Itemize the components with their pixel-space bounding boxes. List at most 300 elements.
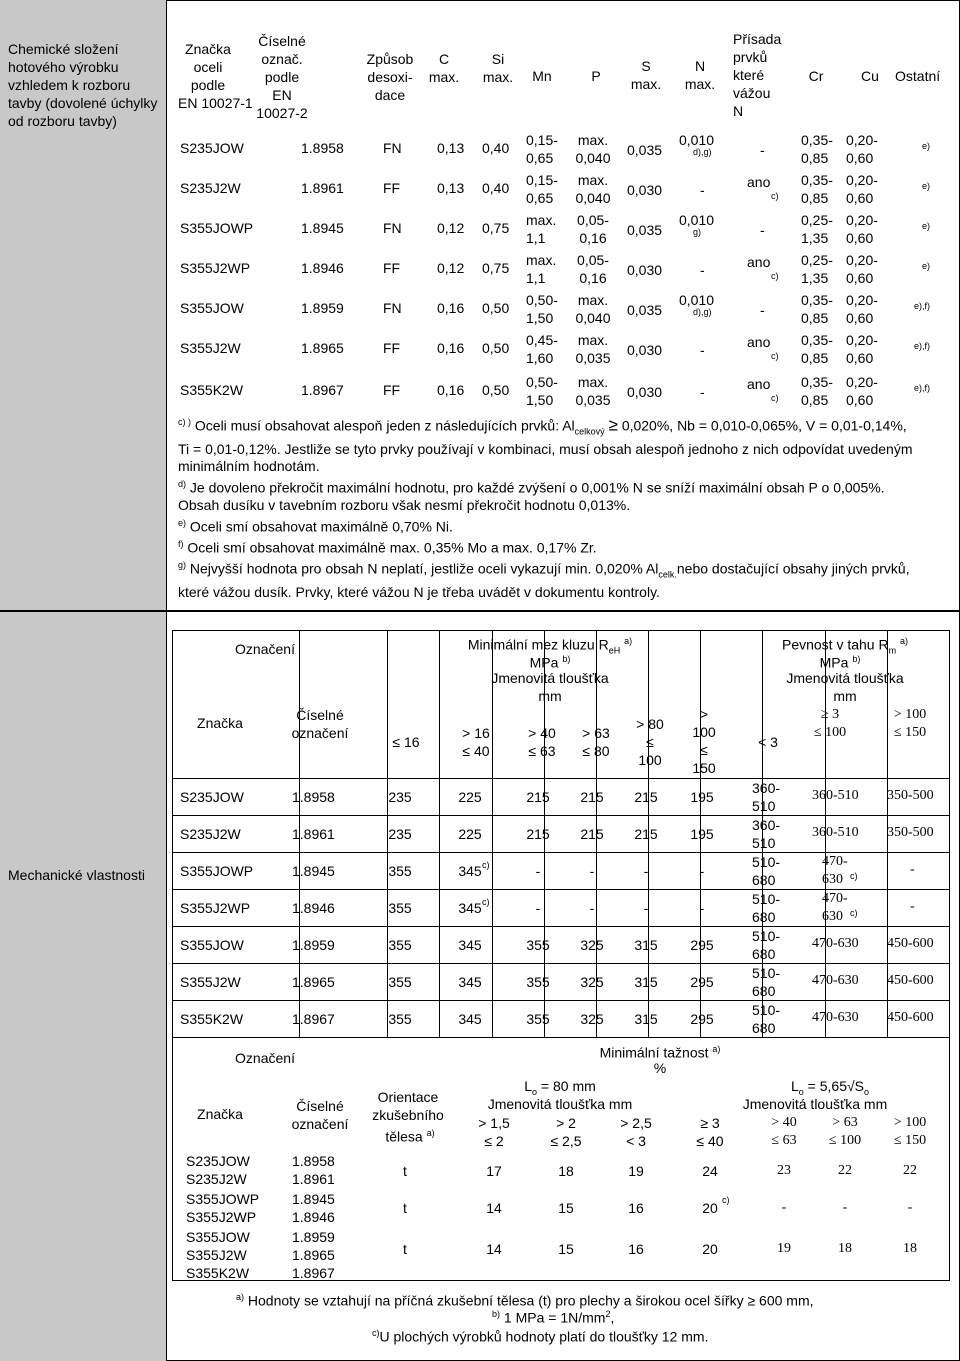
chem-s: 0,035 — [627, 222, 663, 238]
chem-cr: 0,25- — [801, 252, 833, 268]
mech-header-oznaceni: Označení — [235, 641, 295, 657]
chem-prisada-note: c) — [771, 191, 779, 201]
tensile-mpa: MPa $^{b)}$ — [819, 654, 861, 671]
elong-col-header: ≤ 150 — [893, 1133, 927, 1148]
yield-value: 355 — [388, 1011, 412, 1027]
col-header-zpusob: desoxi- — [367, 69, 413, 85]
yield-value: - — [535, 900, 541, 916]
chem-prisada: - — [760, 222, 765, 238]
elong-grade: S355J2WP — [186, 1209, 257, 1225]
yield-value: 295 — [690, 937, 714, 953]
chem-c: 0,13 — [437, 180, 465, 196]
col-header-prisada: N — [733, 103, 744, 119]
tensile-value-lt3: 510- — [752, 965, 781, 981]
yield-value: 345 — [458, 900, 482, 916]
yield-col-header: > 16 — [462, 725, 490, 741]
chem-mn: 0,15- — [526, 172, 558, 188]
col-header-prisada: které — [733, 67, 765, 83]
col-header-prisada: vážou — [733, 85, 771, 101]
yield-value: 225 — [458, 826, 482, 842]
tensile-value-3-100: 470-630 — [812, 973, 859, 988]
chem-grade: S235J2W — [180, 180, 241, 196]
chem-cr: 0,25- — [801, 212, 833, 228]
mech-grade: S355J2WP — [180, 900, 251, 916]
elong-col-header: ≤ 63 — [771, 1133, 797, 1148]
yield-col-header: ≤ — [646, 734, 654, 750]
chem-mn: 0,50- — [526, 374, 558, 390]
yield-value: 355 — [388, 900, 412, 916]
tensile-value-100-150: 450-600 — [887, 973, 934, 988]
yield-value: - — [643, 900, 649, 916]
yield-value: 355 — [526, 974, 550, 990]
chem-cr: 0,85 — [801, 350, 829, 366]
col-header-znacka: podle — [190, 77, 226, 93]
yield-value: 315 — [634, 974, 658, 990]
chem-cr: 0,85 — [801, 392, 829, 408]
yield-col-header: > 40 — [528, 725, 556, 741]
elong-number: 1.8965 — [292, 1247, 335, 1263]
foot-a: $^{a)}$ Hodnoty se vztahují na příčná zkušební tělesa (t) pro plechy a širokou ocel šířky ≥ 600 mm, — [236, 1292, 814, 1309]
elong-value: 20 — [702, 1200, 718, 1216]
chem-cu: 0,60 — [846, 150, 874, 166]
col-header-znacka: oceli — [193, 59, 223, 75]
chem-deox: FF — [383, 260, 401, 276]
tensile-value-lt3: 680 — [752, 983, 776, 999]
chem-p: 0,035 — [575, 350, 611, 366]
col-header-prisada: prvků — [733, 49, 768, 65]
yield-value: 215 — [526, 826, 550, 842]
chem-prisada-note: c) — [771, 393, 779, 403]
elong-value: 15 — [558, 1241, 574, 1257]
chem-prisada-note: c) — [771, 271, 779, 281]
col-header-c: max. — [428, 69, 460, 85]
col-header-ciselne: EN — [272, 87, 292, 103]
col-header-s: S — [641, 58, 651, 74]
chem-prisada-note: c) — [771, 351, 779, 361]
chem-si: 0,75 — [482, 220, 510, 236]
chem-cu: 0,20- — [846, 374, 878, 390]
yield-value: 215 — [634, 789, 658, 805]
yield-value: 325 — [580, 1011, 604, 1027]
yield-value: - — [643, 863, 649, 879]
elong-thickness-lo565: Jmenovitá tloušťka mm — [742, 1096, 888, 1112]
chem-p: max. — [577, 374, 609, 390]
tensile-value-note: c) — [850, 871, 858, 881]
col-header-prisada: Přísada — [733, 31, 782, 47]
col-header-zpusob: dace — [374, 87, 406, 103]
tensile-value-lt3: 510- — [752, 891, 781, 907]
chem-deox: FF — [383, 340, 401, 356]
elong-thickness-lo80: Jmenovitá tloušťka mm — [487, 1096, 633, 1112]
chem-number: 1.8946 — [301, 260, 344, 276]
chem-grade: S235JOW — [180, 140, 244, 156]
yield-col-header: ≤ 80 — [582, 743, 610, 759]
col-header-n: max. — [684, 76, 716, 92]
yield-value: - — [589, 900, 595, 916]
elong-col-header: ≥ 3 — [700, 1115, 720, 1131]
elong-orient: tělesa $^{a)}$ — [385, 1128, 435, 1145]
elong-value: 18 — [838, 1241, 852, 1256]
chem-mn: max. — [526, 252, 557, 268]
col-header-ciselne: označ. — [261, 51, 303, 67]
yield-value: 345 — [458, 863, 482, 879]
chem-cr: 0,35- — [801, 132, 833, 148]
chem-n: - — [700, 182, 705, 198]
elong-value: 24 — [702, 1163, 718, 1179]
section-divider — [167, 610, 960, 612]
tensile-value-lt3: 680 — [752, 1020, 776, 1036]
col-header-znacka: EN 10027-1 — [178, 95, 253, 111]
elong-value: 16 — [628, 1241, 644, 1257]
chem-p: 0,05- — [577, 212, 609, 228]
tensile-value-lt3: 680 — [752, 872, 776, 888]
col-header-n: N — [694, 58, 706, 74]
yield-value: 355 — [526, 937, 550, 953]
yield-value: 235 — [388, 789, 412, 805]
chem-mn: 0,65 — [526, 150, 554, 166]
tensile-value-100-150: - — [910, 862, 915, 877]
chem-cr: 0,35- — [801, 172, 833, 188]
elong-lo565: $L_o = 5,65√S_o$ — [790, 1078, 870, 1097]
yield-value: 345 — [458, 937, 482, 953]
tensile-value-lt3: 680 — [752, 909, 776, 925]
yield-title: Minimální mez kluzu $R_{eH}$ $^{a)}$ — [467, 636, 633, 656]
chem-grade: S355JOWP — [180, 220, 254, 236]
chem-mn: 1,50 — [526, 392, 554, 408]
chem-number: 1.8945 — [301, 220, 344, 236]
elong-col-header: > 1,5 — [478, 1115, 510, 1131]
mech-label: Mechanické vlastnosti — [8, 867, 145, 883]
yield-value: - — [589, 863, 595, 879]
yield-value: 355 — [388, 863, 412, 879]
mech-number: 1.8965 — [292, 974, 335, 990]
elong-number: 1.8946 — [292, 1209, 335, 1225]
chem-si: 0,40 — [482, 140, 510, 156]
mech-header-znacka: Značka — [197, 715, 243, 731]
tensile-value-lt3: 510- — [752, 928, 781, 944]
yield-value: 315 — [634, 937, 658, 953]
chem-p: 0,040 — [575, 190, 611, 206]
chem-cu: 0,20- — [846, 332, 878, 348]
chem-cu: 0,60 — [846, 270, 874, 286]
yield-col-header: > 63 — [582, 725, 610, 741]
elong-col-header: ≤ 100 — [828, 1133, 862, 1148]
chem-cr: 0,35- — [801, 332, 833, 348]
chem-p: max. — [577, 172, 609, 188]
tensile-value-100-150: 350-500 — [887, 825, 934, 840]
col-header-mn: Mn — [532, 68, 552, 84]
chem-label-cell — [0, 0, 167, 612]
chem-deox: FF — [383, 382, 401, 398]
tensile-value-lt3: 360- — [752, 817, 781, 833]
tensile-value-lt3: 510 — [752, 835, 776, 851]
mech-number: 1.8959 — [292, 937, 335, 953]
col-header-si: max. — [482, 69, 514, 85]
yield-col-header: ≤ 40 — [462, 743, 490, 759]
elong-number: 1.8961 — [292, 1171, 335, 1187]
elong-header-znacka: Značka — [197, 1106, 243, 1122]
note-e: $^{e)}$ Oceli smí obsahovat maximálně 0,70% Ni. — [178, 517, 453, 535]
chem-n: - — [700, 342, 705, 358]
chem-si: 0,50 — [482, 382, 510, 398]
mech-number: 1.8958 — [292, 789, 335, 805]
elong-grade: S355J2W — [186, 1247, 247, 1263]
chem-deox: FN — [383, 140, 402, 156]
elong-grade: S235J2W — [186, 1171, 247, 1187]
elong-number: 1.8945 — [292, 1191, 335, 1207]
chem-p: 0,05- — [577, 252, 609, 268]
chem-prisada: ano — [747, 174, 771, 190]
mech-grade: S355JOW — [180, 937, 244, 953]
yield-value-note: c) — [482, 860, 490, 870]
elong-col-header: > 40 — [771, 1115, 797, 1130]
elong-value: 22 — [903, 1163, 917, 1178]
mech-header-ciselne: označení — [291, 725, 349, 741]
yield-value: 355 — [526, 1011, 550, 1027]
chem-cu: 0,60 — [846, 230, 874, 246]
chem-s: 0,030 — [627, 342, 663, 358]
chem-cr: 0,35- — [801, 292, 833, 308]
col-header-ostatni: Ostatní — [895, 68, 941, 84]
chem-cr: 1,35 — [801, 270, 829, 286]
chem-number: 1.8958 — [301, 140, 344, 156]
elong-col-header: > 63 — [832, 1115, 858, 1130]
note-c: $^{c) )}$ Oceli musí obsahovat alespoň jeden z následujících prvků: $Al_{celkový} \ge 0,020\%$, Nb = 0,010-0,065%, V = 0,01-0,14%, Ti = 0,01-0,12%. Jestliže se tyto prvky používají v kombinaci, musí obsah alespoň jednoho z nich odpovídat uvedeným minimálním hodnotám. — [178, 415, 913, 475]
col-header-ciselne: Číselné — [258, 33, 306, 49]
chem-mn: 1,60 — [526, 350, 554, 366]
chem-n: 0,010 — [679, 212, 715, 228]
tensile-mm: mm — [833, 688, 857, 704]
mech-grade: S355JOWP — [180, 863, 254, 879]
chem-number: 1.8961 — [301, 180, 344, 196]
elong-col-header: > 2,5 — [620, 1115, 652, 1131]
chem-cu: 0,60 — [846, 310, 874, 326]
chem-number: 1.8967 — [301, 382, 344, 398]
chem-cr: 0,85 — [801, 150, 829, 166]
chem-n-note: g) — [693, 227, 702, 237]
chem-mn: 0,50- — [526, 292, 558, 308]
yield-value: 345 — [458, 1011, 482, 1027]
chem-s: 0,035 — [627, 142, 663, 158]
chem-cr: 0,35- — [801, 374, 833, 390]
elong-header-oznaceni: Označení — [235, 1050, 295, 1066]
yield-value-note: c) — [482, 897, 490, 907]
col-header-ciselne: 10027-2 — [256, 105, 308, 121]
col-header-cu: Cu — [861, 68, 879, 84]
elong-grade: S355JOWP — [186, 1191, 260, 1207]
chem-cr: 1,35 — [801, 230, 829, 246]
chem-cu: 0,20- — [846, 132, 878, 148]
col-header-p: P — [591, 68, 601, 84]
yield-value: 235 — [388, 826, 412, 842]
chem-mn: 0,45- — [526, 332, 558, 348]
elong-orientation: t — [403, 1163, 407, 1179]
tensile-value-100-150: 450-600 — [887, 1010, 934, 1025]
mech-number: 1.8967 — [292, 1011, 335, 1027]
tensile-value-100-150: - — [910, 899, 915, 914]
tensile-value-3-100: 360-510 — [812, 788, 859, 803]
chem-prisada: ano — [747, 334, 771, 350]
note-g: $^{g)}$ Nejvyšší hodnota pro obsah N neplatí, jestliže oceli vykazují min. 0,020% $Al_{celk.}nebo$ dostačující obsahy jiných prvků, které vážou dusík. Prvky, které vážou N je třeba uvádět v dokumentu kontroly. — [178, 559, 910, 600]
elong-value: - — [781, 1200, 787, 1215]
chem-mn: 1,1 — [526, 230, 546, 246]
chem-grade: S355JOW — [180, 300, 244, 316]
yield-mpa: MPa $^{b)}$ — [529, 654, 571, 671]
chem-c: 0,12 — [437, 220, 465, 236]
foot-b: $^{b)}$ 1 MPa = $1N/mm^2$, — [492, 1309, 615, 1326]
elong-value: 17 — [486, 1163, 502, 1179]
col-header-si: Si — [491, 51, 505, 67]
chem-s: 0,030 — [627, 262, 663, 278]
elong-value: - — [907, 1200, 913, 1215]
elong-pct: % — [653, 1060, 667, 1076]
chem-grade: S355J2WP — [180, 260, 251, 276]
yield-col-header: ≤ 16 — [392, 734, 420, 750]
elong-value: 18 — [558, 1163, 574, 1179]
col-header-cr: Cr — [808, 68, 824, 84]
yield-col-header: 150 — [692, 760, 716, 776]
chem-deox: FN — [383, 220, 402, 236]
chem-prisada: - — [760, 142, 765, 158]
elong-header-ciselne: označení — [291, 1116, 349, 1132]
tensile-col-header: ≤ 150 — [893, 725, 927, 740]
chem-p: 0,040 — [575, 150, 611, 166]
mech-label-cell — [0, 612, 167, 1361]
yield-value: 295 — [690, 1011, 714, 1027]
chem-mn: 0,15- — [526, 132, 558, 148]
chem-ostatni: e) — [921, 141, 930, 151]
yield-col-header: 100 — [692, 724, 716, 740]
chem-c: 0,16 — [437, 382, 465, 398]
chem-number: 1.8959 — [301, 300, 344, 316]
elong-value: - — [842, 1200, 848, 1215]
chem-ostatni: e),f) — [913, 301, 930, 311]
mech-header-ciselne: Číselné — [296, 707, 344, 723]
yield-value: - — [699, 900, 705, 916]
yield-value: 215 — [634, 826, 658, 842]
tensile-value-lt3: 360- — [752, 780, 781, 796]
elong-orientation: t — [403, 1241, 407, 1257]
elong-orient: zkušebního — [372, 1107, 444, 1123]
tensile-value-lt3: 510 — [752, 798, 776, 814]
chem-p: max. — [577, 332, 609, 348]
tensile-value-3-100: 630 — [822, 909, 843, 924]
chem-c: 0,16 — [437, 340, 465, 356]
elong-value: 20 — [702, 1241, 718, 1257]
elong-value: 23 — [777, 1163, 791, 1178]
chem-label: Chemické složení hotového výrobku vzhledem k rozboru tavby (dovolené úchylky od rozboru tavby) — [8, 41, 158, 129]
elong-number: 1.8967 — [292, 1265, 335, 1281]
elong-value: 15 — [558, 1200, 574, 1216]
tensile-col-header: ≤ 100 — [813, 725, 847, 740]
chem-p: 0,16 — [579, 270, 607, 286]
tensile-value-lt3: 680 — [752, 946, 776, 962]
chem-cu: 0,20- — [846, 292, 878, 308]
yield-value: 215 — [526, 789, 550, 805]
yield-value: 325 — [580, 974, 604, 990]
chem-n: 0,010 — [679, 132, 715, 148]
chem-c: 0,16 — [437, 300, 465, 316]
elong-col-header: > 2 — [556, 1115, 576, 1131]
tensile-value-3-100: 630 — [822, 872, 843, 887]
yield-col-header: ≤ — [700, 742, 708, 758]
chem-cu: 0,60 — [846, 392, 874, 408]
tensile-value-lt3: 510- — [752, 854, 781, 870]
chem-s: 0,030 — [627, 182, 663, 198]
elong-col-header: ≤ 2,5 — [550, 1133, 582, 1149]
mech-grade: S355K2W — [180, 1011, 244, 1027]
elong-col-header: > 100 — [893, 1115, 927, 1130]
chem-si: 0,75 — [482, 260, 510, 276]
chem-mn: 1,1 — [526, 270, 546, 286]
yield-col-header: 100 — [638, 752, 662, 768]
foot-c: $^{c)}$U plochých výrobků hodnoty platí do tloušťky 12 mm. — [372, 1328, 709, 1345]
chem-cu: 0,20- — [846, 212, 878, 228]
elong-value: 18 — [903, 1241, 917, 1256]
tensile-col-header: > 100 — [893, 707, 927, 722]
tensile-value-3-100: 360-510 — [812, 825, 859, 840]
chem-number: 1.8965 — [301, 340, 344, 356]
mech-grade: S355J2W — [180, 974, 241, 990]
chem-notes — [178, 414, 918, 601]
chem-n: - — [700, 384, 705, 400]
yield-value: 195 — [690, 826, 714, 842]
chem-si: 0,50 — [482, 340, 510, 356]
yield-value: 345 — [458, 974, 482, 990]
elong-title: Minimální tažnost $^{a)}$ — [599, 1044, 721, 1061]
chem-s: 0,035 — [627, 302, 663, 318]
chem-n-note: d),g) — [693, 147, 712, 157]
chem-s: 0,030 — [627, 384, 663, 400]
chem-n: 0,010 — [679, 292, 715, 308]
chem-c: 0,12 — [437, 260, 465, 276]
chem-mn: 0,65 — [526, 190, 554, 206]
chem-ostatni: e) — [921, 261, 930, 271]
chem-c: 0,13 — [437, 140, 465, 156]
chem-p: 0,040 — [575, 310, 611, 326]
chem-deox: FN — [383, 300, 402, 316]
elong-value: 14 — [486, 1241, 502, 1257]
yield-col-header: > — [699, 706, 709, 722]
chem-prisada: ano — [747, 376, 771, 392]
col-header-ciselne: podle — [264, 69, 300, 85]
tensile-col-header: < 3 — [758, 734, 778, 750]
yield-value: 195 — [690, 789, 714, 805]
elong-number: 1.8959 — [292, 1229, 335, 1245]
tensile-col-header: ≥ 3 — [820, 707, 840, 722]
yield-value: - — [699, 863, 705, 879]
tensile-value-3-100: 470-630 — [812, 1010, 859, 1025]
chem-prisada: ano — [747, 254, 771, 270]
yield-value: 315 — [634, 1011, 658, 1027]
yield-value: 215 — [580, 826, 604, 842]
chem-p: 0,035 — [575, 392, 611, 408]
chem-grade: S355J2W — [180, 340, 241, 356]
yield-value: - — [535, 863, 541, 879]
chem-mn: max. — [526, 212, 557, 228]
chem-p: max. — [577, 292, 609, 308]
chem-deox: FF — [383, 180, 401, 196]
chem-cr: 0,85 — [801, 190, 829, 206]
elong-grade: S355K2W — [186, 1265, 250, 1281]
chem-cr: 0,85 — [801, 310, 829, 326]
chem-ostatni: e),f) — [913, 341, 930, 351]
chem-n-note: d),g) — [693, 307, 712, 317]
chem-cu: 0,20- — [846, 172, 878, 188]
chem-n: - — [700, 262, 705, 278]
chem-si: 0,50 — [482, 300, 510, 316]
chem-ostatni: e) — [921, 181, 930, 191]
